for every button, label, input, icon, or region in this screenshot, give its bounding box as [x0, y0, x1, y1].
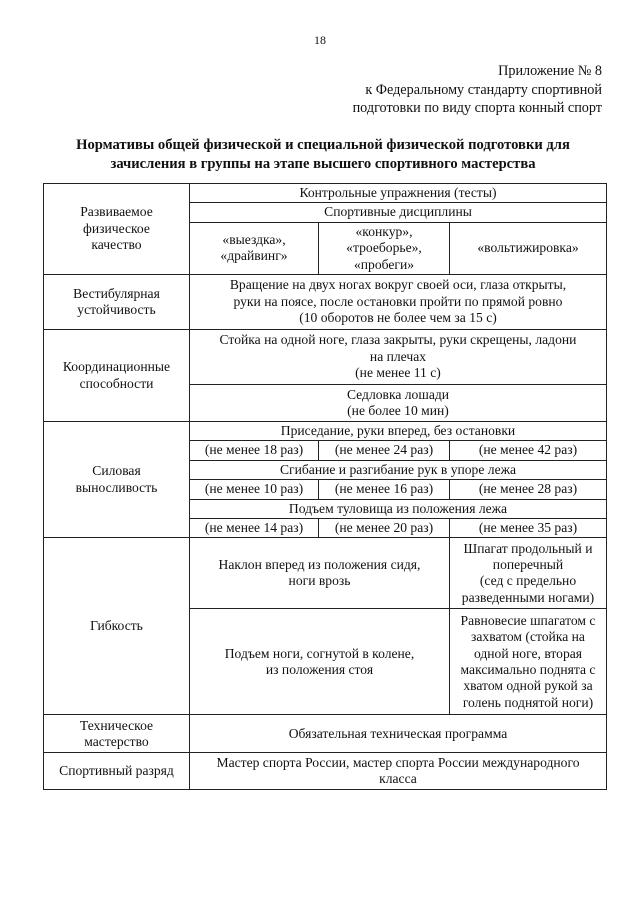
quality-vestibular — [44, 275, 190, 330]
cell-line: мастерство — [84, 733, 149, 749]
test-push-up: Сгибание и разгибание рук в упоре лежа — [190, 460, 607, 479]
test-rotation — [190, 275, 607, 330]
cell-line: Развиваемое — [80, 204, 153, 220]
value-cell: (не менее 28 раз) — [450, 480, 607, 499]
test-sit-up: Подъем туловища из положения лежа — [190, 499, 607, 518]
cell-line: Равновесие шпагатом с — [460, 612, 596, 628]
appendix-line: Приложение № 8 — [498, 63, 602, 79]
header-discipline-vaulting: «вольтижировка» — [450, 222, 607, 274]
cell-line: Мастер спорта России, мастер спорта России международного — [216, 755, 580, 771]
test-split — [450, 538, 607, 609]
cell-line: способности — [79, 375, 154, 391]
header-disciplines: Спортивные дисциплины — [190, 203, 607, 222]
quality-coordination — [44, 330, 190, 422]
cell-line: «троеборье», — [346, 240, 422, 256]
cell-line: выносливость — [75, 479, 158, 495]
cell-line: на плечах — [369, 348, 427, 364]
title-line: зачисления в группы на этапе высшего спортивного мастерства — [110, 156, 536, 172]
table-row — [44, 422, 607, 441]
value-cell: (не менее 42 раз) — [450, 441, 607, 460]
value-cell: (не менее 16 раз) — [319, 480, 450, 499]
cell-line: физическое — [83, 220, 150, 236]
appendix-line: подготовки по виду спорта конный спорт — [352, 100, 602, 116]
table-row — [44, 753, 607, 790]
table-row — [44, 330, 607, 385]
cell-line: ноги врозь — [288, 573, 351, 589]
cell-line: максимально поднята с — [460, 661, 596, 677]
cell-line: (10 оборотов не более чем за 15 с) — [299, 310, 497, 326]
table-row — [44, 538, 607, 609]
value-cell: (не менее 14 раз) — [190, 519, 319, 538]
cell-line: «выездка», — [222, 232, 286, 248]
header-tests: Контрольные упражнения (тесты) — [190, 184, 607, 203]
value-cell: (не менее 10 раз) — [190, 480, 319, 499]
test-split-balance — [450, 609, 607, 715]
test-leg-raise — [190, 609, 450, 715]
cell-line: класса — [379, 771, 417, 787]
appendix-header — [353, 62, 602, 118]
quality-rank: Спортивный разряд — [44, 753, 190, 790]
quality-technical — [44, 715, 190, 753]
cell-line: Подъем ноги, согнутой в колене, — [224, 645, 415, 661]
table-header-row — [44, 184, 607, 203]
cell-line: Вращение на двух ногах вокруг своей оси, глаза открыты, — [229, 277, 567, 293]
cell-line: одной ноге, вторая — [473, 645, 583, 661]
value-cell: (не менее 24 раз) — [319, 441, 450, 460]
norms-table — [43, 183, 607, 790]
cell-line: голень поднятой ноги) — [462, 694, 594, 710]
cell-line: Наклон вперед из положения сидя, — [218, 557, 421, 573]
cell-line: (не более 10 мин) — [347, 403, 449, 419]
cell-line: Стойка на одной ноге, глаза закрыты, руки скрещены, ладони — [219, 332, 577, 348]
cell-line: разведенными ногами) — [461, 589, 595, 605]
cell-line: «драйвинг» — [220, 248, 288, 264]
document-title — [40, 136, 606, 174]
table-row — [44, 275, 607, 330]
cell-line: (сед с предельно — [479, 573, 577, 589]
test-saddling — [190, 385, 607, 422]
appendix-line: к Федеральному стандарту спортивной — [365, 81, 602, 98]
cell-line: устойчивость — [77, 302, 156, 318]
value-cell: (не менее 18 раз) — [190, 441, 319, 460]
cell-line: Техническое — [79, 717, 154, 733]
cell-line: хватом одной рукой за — [463, 678, 593, 694]
cell-line: поперечный — [492, 557, 564, 573]
cell-line: Седловка лошади — [346, 386, 450, 402]
test-one-leg-stance — [190, 330, 607, 385]
cell-line: Силовая — [92, 463, 141, 479]
cell-line: «пробеги» — [353, 256, 415, 272]
cell-line: «конкур», — [355, 223, 413, 239]
header-quality — [44, 184, 190, 275]
test-technical-program: Обязательная техническая программа — [190, 715, 607, 753]
quality-flexibility: Гибкость — [44, 538, 190, 715]
cell-line: Координационные — [62, 359, 171, 375]
sport-rank — [190, 753, 607, 790]
cell-line: руки на поясе, после остановки пройти по прямой ровно — [233, 293, 563, 309]
cell-line: захватом (стойка на — [471, 629, 585, 645]
table-row — [44, 715, 607, 753]
cell-line: Шпагат продольный и — [463, 540, 593, 556]
header-discipline-jumping — [319, 222, 450, 274]
value-cell: (не менее 20 раз) — [319, 519, 450, 538]
cell-line: Вестибулярная — [73, 285, 160, 301]
page-number: 18 — [314, 33, 326, 47]
value-cell: (не менее 35 раз) — [450, 519, 607, 538]
header-discipline-dressage — [190, 222, 319, 274]
test-squat: Приседание, руки вперед, без остановки — [190, 422, 607, 441]
cell-line: из положения стоя — [265, 661, 374, 677]
title-line: Нормативы общей физической и специальной физической подготовки для — [76, 137, 570, 153]
quality-endurance — [44, 422, 190, 538]
cell-line: качество — [91, 237, 142, 253]
cell-line: (не менее 11 с) — [355, 365, 441, 381]
test-forward-bend — [190, 538, 450, 609]
